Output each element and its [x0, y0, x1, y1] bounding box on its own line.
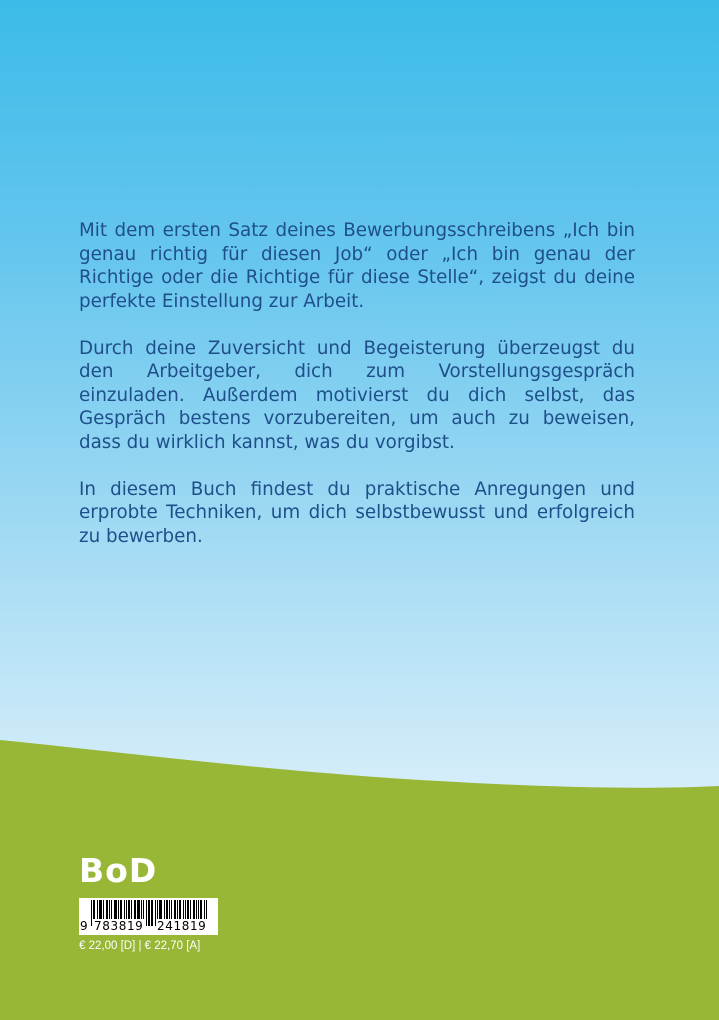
- blurb-paragraph-3: In diesem Buch findest du praktische Anregungen und erprobte Techniken, um dich selbstbewusst und erfolgreich zu bewerben.: [79, 478, 635, 547]
- publisher-logo: BoD: [79, 851, 158, 890]
- isbn-barcode: [79, 898, 218, 935]
- blurb-paragraph-1: Mit dem ersten Satz deines Bewerbungsschreibens „Ich bin genau richtig für diesen Job“ oder „Ich bin genau der Richtige oder die Richtige für diese Stelle“, zeigst du deine perfekte Einstellung zur Arbeit.: [79, 220, 635, 312]
- isbn-digits: [79, 919, 218, 934]
- isbn-lead-digit: 9: [80, 919, 89, 933]
- isbn-group-2: 241819: [157, 919, 207, 933]
- blurb-text: [79, 219, 635, 572]
- price-label: € 22,00 [D] | € 22,70 [A]: [79, 940, 201, 952]
- blurb-paragraph-2: Durch deine Zuversicht und Begeisterung überzeugst du den Arbeitgeber, dich zum Vorstellungsgespräch einzuladen. Außerdem motivierst du dich selbst, das Gespräch bestens vorzubereiten, um auch zu beweisen, dass du wirklich kannst, was du vorgibst.: [79, 337, 635, 453]
- isbn-group-1: 783819: [94, 919, 144, 933]
